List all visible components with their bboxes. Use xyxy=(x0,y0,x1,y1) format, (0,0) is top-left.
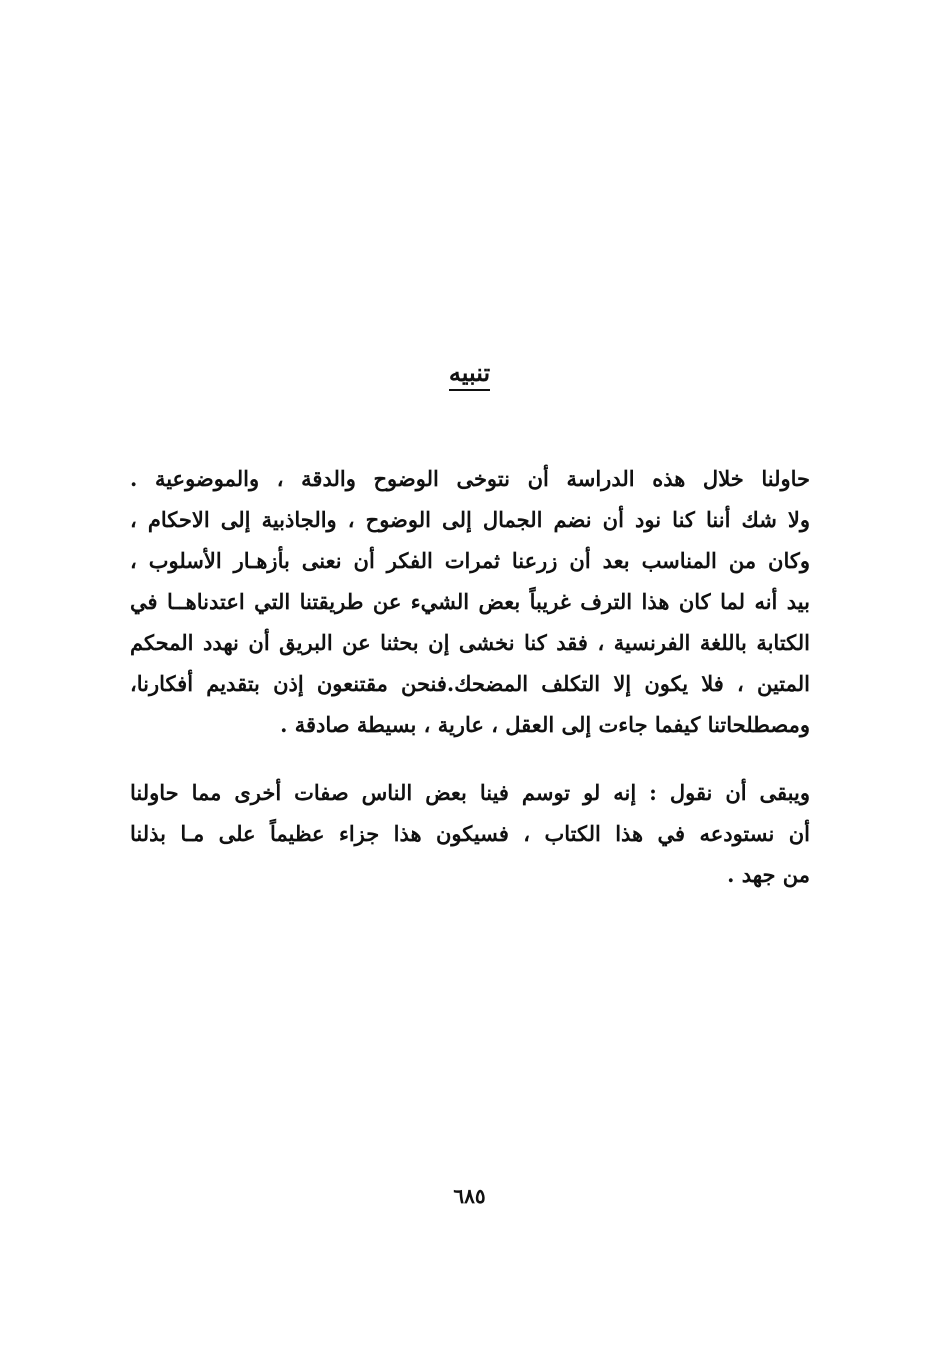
page-title xyxy=(0,358,939,387)
text-line: وكان من المناسب بعد أن زرعنا ثمرات الفكر أن نعنى بأزهـار الأسلوب ، xyxy=(130,548,810,573)
text-line: أن نستودعه في هذا الكتاب ، فسيكون هذا جزاء عظيماً على مـا بذلنا xyxy=(130,821,810,846)
text-line: الكتابة باللغة الفرنسية ، فقد كنا نخشى إن بحثنا عن البريق أن نهدد المحكم xyxy=(130,630,810,655)
text-line: ومصطلحاتنا كيفما جاءت إلى العقل ، عارية ، بسيطة صادقة . xyxy=(280,712,810,737)
paragraph-1 xyxy=(130,458,810,745)
text-line: ولا شك أننا كنا نود أن نضم الجمال إلى الوضوح ، والجاذبية إلى الاحكام ، xyxy=(130,507,810,532)
paragraph-2 xyxy=(130,772,810,895)
text-line: حاولنا خلال هذه الدراسة أن نتوخى الوضوح والدقة ، والموضوعية . xyxy=(130,466,810,491)
text-line: من جهد . xyxy=(727,862,810,887)
page-title-text: تنبيه xyxy=(449,358,490,391)
page-number: ٦٨٥ xyxy=(453,1184,486,1208)
text-line: المتين ، فلا يكون إلا التكلف المضحك.فنحن مقتنعون إذن بتقديم أفكارنا، xyxy=(130,671,810,696)
text-line: ويبقى أن نقول : إنه لو توسم فينا بعض الناس صفات أخرى مما حاولنا xyxy=(130,780,810,805)
text-line: بيد أنه لما كان هذا الترف غريباً بعض الشيء عن طريقتنا التي اعتدناهــا في xyxy=(130,589,810,614)
